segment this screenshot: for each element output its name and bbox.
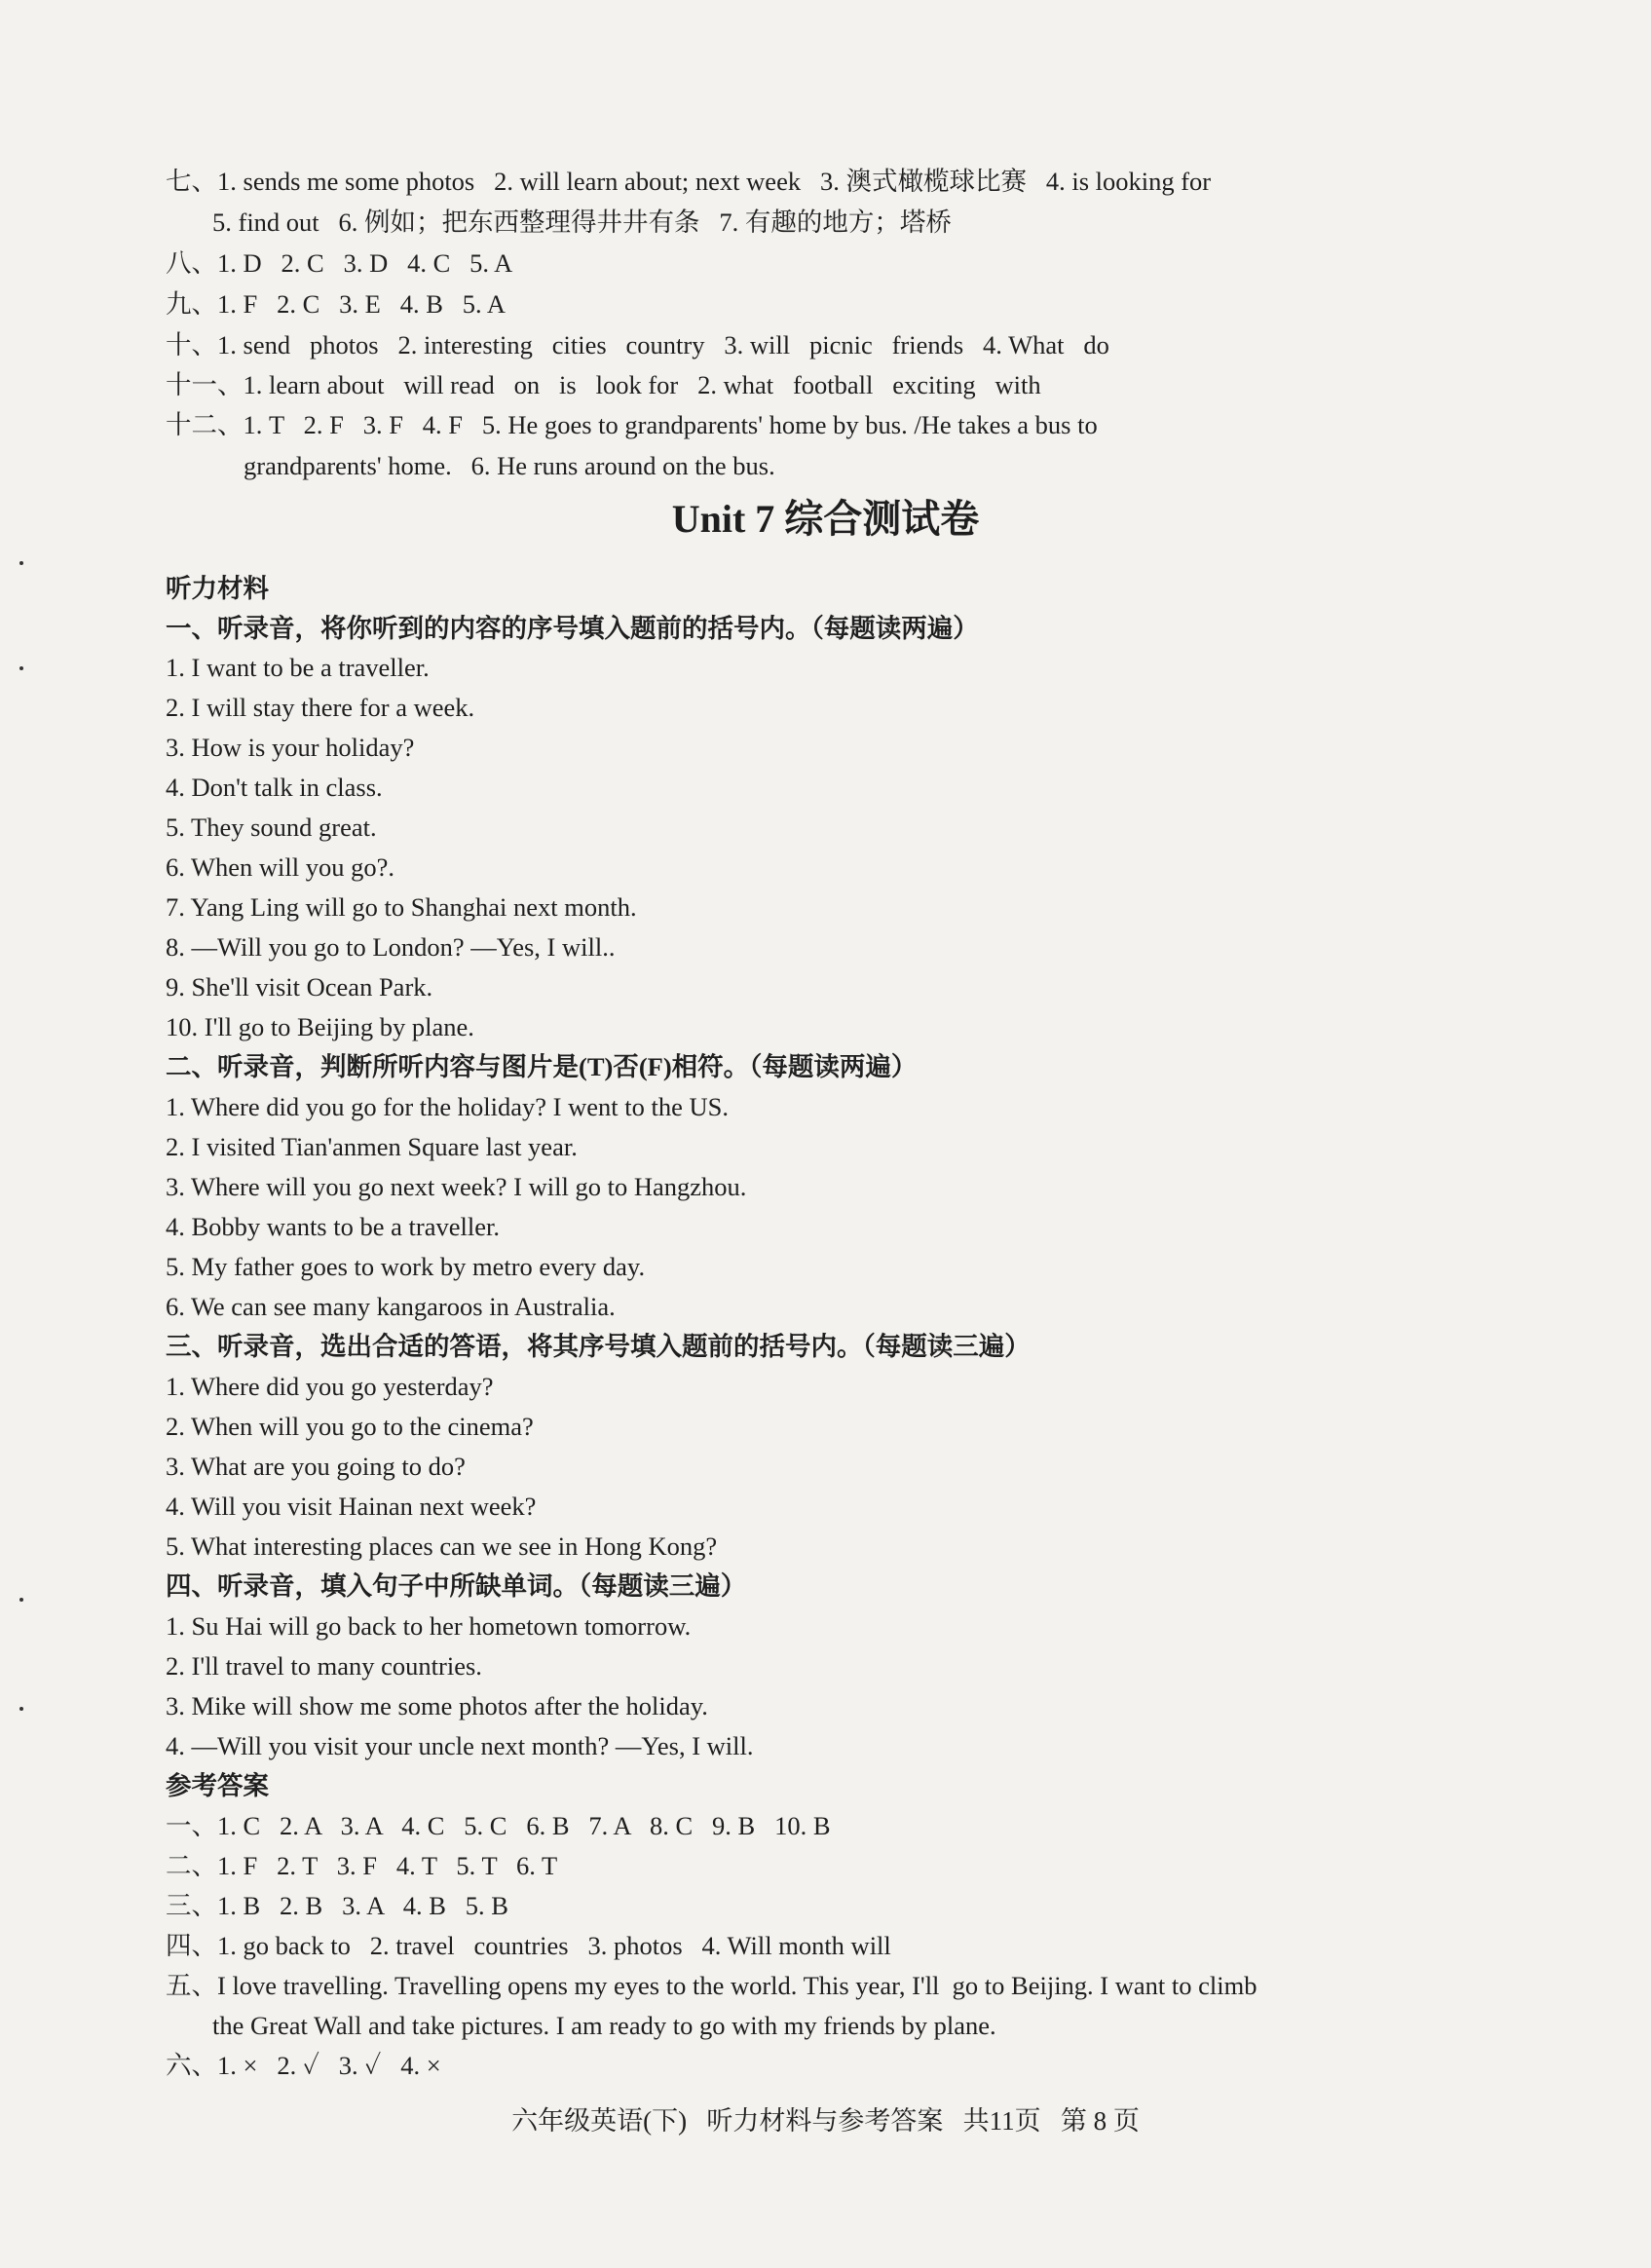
margin-dot (19, 1598, 23, 1602)
list-item: 1. Where did you go yesterday? (166, 1372, 494, 1401)
answer-line: 九、1. F 2. C 3. E 4. B 5. A (166, 289, 506, 319)
section-heading: 二、听录音，判断所听内容与图片是(T)否(F)相符。（每题读两遍） (166, 1052, 918, 1081)
answer-line: 二、1. F 2. T 3. F 4. T 5. T 6. T (166, 1851, 558, 1880)
list-item: 6. When will you go?. (166, 852, 395, 882)
list-item: 5. What interesting places can we see in Hong Kong? (166, 1531, 718, 1561)
answer-line: 三、1. B 2. B 3. A 4. B 5. B (166, 1891, 508, 1920)
section-heading: 一、听录音，将你听到的内容的序号填入题前的括号内。（每题读两遍） (166, 614, 979, 643)
list-item: 3. How is your holiday? (166, 733, 415, 762)
list-item: 4. Will you visit Hainan next week? (166, 1492, 537, 1521)
list-item: 3. Mike will show me some photos after the holiday. (166, 1691, 708, 1720)
answer-line: the Great Wall and take pictures. I am ready to go with my friends by plane. (212, 2011, 996, 2040)
list-item: 5. They sound great. (166, 813, 377, 842)
list-item: 1. I want to be a traveller. (166, 653, 430, 682)
section-heading: 三、听录音，选出合适的答语，将其序号填入题前的括号内。（每题读三遍） (166, 1332, 1031, 1361)
margin-dot (19, 1707, 23, 1711)
page-title: Unit 7 综合测试卷 (671, 497, 980, 541)
list-item: 7. Yang Ling will go to Shanghai next month. (166, 892, 637, 922)
list-item: 10. I'll go to Beijing by plane. (166, 1012, 474, 1041)
answer-line: grandparents' home. 6. He runs around on the bus. (244, 451, 775, 480)
list-item: 3. Where will you go next week? I will go to Hangzhou. (166, 1172, 747, 1201)
listening-header: 听力材料 (166, 574, 269, 603)
answer-line: 八、1. D 2. C 3. D 4. C 5. A (166, 248, 513, 278)
answer-line: 五、I love travelling. Travelling opens my eyes to the world. This year, I'll go to Beijing. I want to climb (166, 1971, 1257, 2000)
list-item: 2. I'll travel to many countries. (166, 1651, 482, 1681)
answer-line: 十、1. send photos 2. interesting cities country 3. will picnic friends 4. What do (166, 330, 1109, 359)
list-item: 6. We can see many kangaroos in Australia. (166, 1292, 616, 1321)
list-item: 8. —Will you go to London? —Yes, I will.. (166, 932, 616, 962)
margin-dot (19, 561, 23, 565)
answer-line: 七、1. sends me some photos 2. will learn about; next week 3. 澳式橄榄球比赛 4. is looking for (166, 167, 1212, 196)
section-heading: 四、听录音，填入句子中所缺单词。（每题读三遍） (166, 1571, 747, 1601)
list-item: 5. My father goes to work by metro every day. (166, 1252, 646, 1281)
list-item: 2. When will you go to the cinema? (166, 1412, 534, 1441)
list-item: 2. I visited Tian'anmen Square last year. (166, 1132, 578, 1161)
reference-header: 参考答案 (166, 1771, 269, 1800)
list-item: 4. —Will you visit your uncle next month? —Yes, I will. (166, 1731, 754, 1760)
answer-line: 十一、1. learn about will read on is look for 2. what football exciting with (166, 370, 1041, 399)
answer-line: 5. find out 6. 例如；把东西整理得井井有条 7. 有趣的地方；塔桥 (212, 208, 952, 237)
list-item: 4. Bobby wants to be a traveller. (166, 1212, 500, 1241)
answer-line: 四、1. go back to 2. travel countries 3. photos 4. Will month will (166, 1931, 891, 1960)
page-footer: 六年级英语(下) 听力材料与参考答案 共11页 第 8 页 (511, 2106, 1140, 2136)
answer-line: 六、1. × 2. ✓ 3. ✓ 4. × (166, 2051, 441, 2080)
list-item: 1. Where did you go for the holiday? I went to the US. (166, 1092, 729, 1121)
answer-line: 十二、1. T 2. F 3. F 4. F 5. He goes to grandparents' home by bus. /He takes a bus to (166, 410, 1098, 439)
answer-line: 一、1. C 2. A 3. A 4. C 5. C 6. B 7. A 8. C 9. B 10. B (166, 1811, 831, 1840)
list-item: 3. What are you going to do? (166, 1452, 466, 1481)
list-item: 9. She'll visit Ocean Park. (166, 972, 433, 1002)
margin-dot (19, 666, 23, 670)
list-item: 4. Don't talk in class. (166, 773, 383, 802)
list-item: 2. I will stay there for a week. (166, 693, 475, 722)
list-item: 1. Su Hai will go back to her hometown tomorrow. (166, 1611, 692, 1641)
